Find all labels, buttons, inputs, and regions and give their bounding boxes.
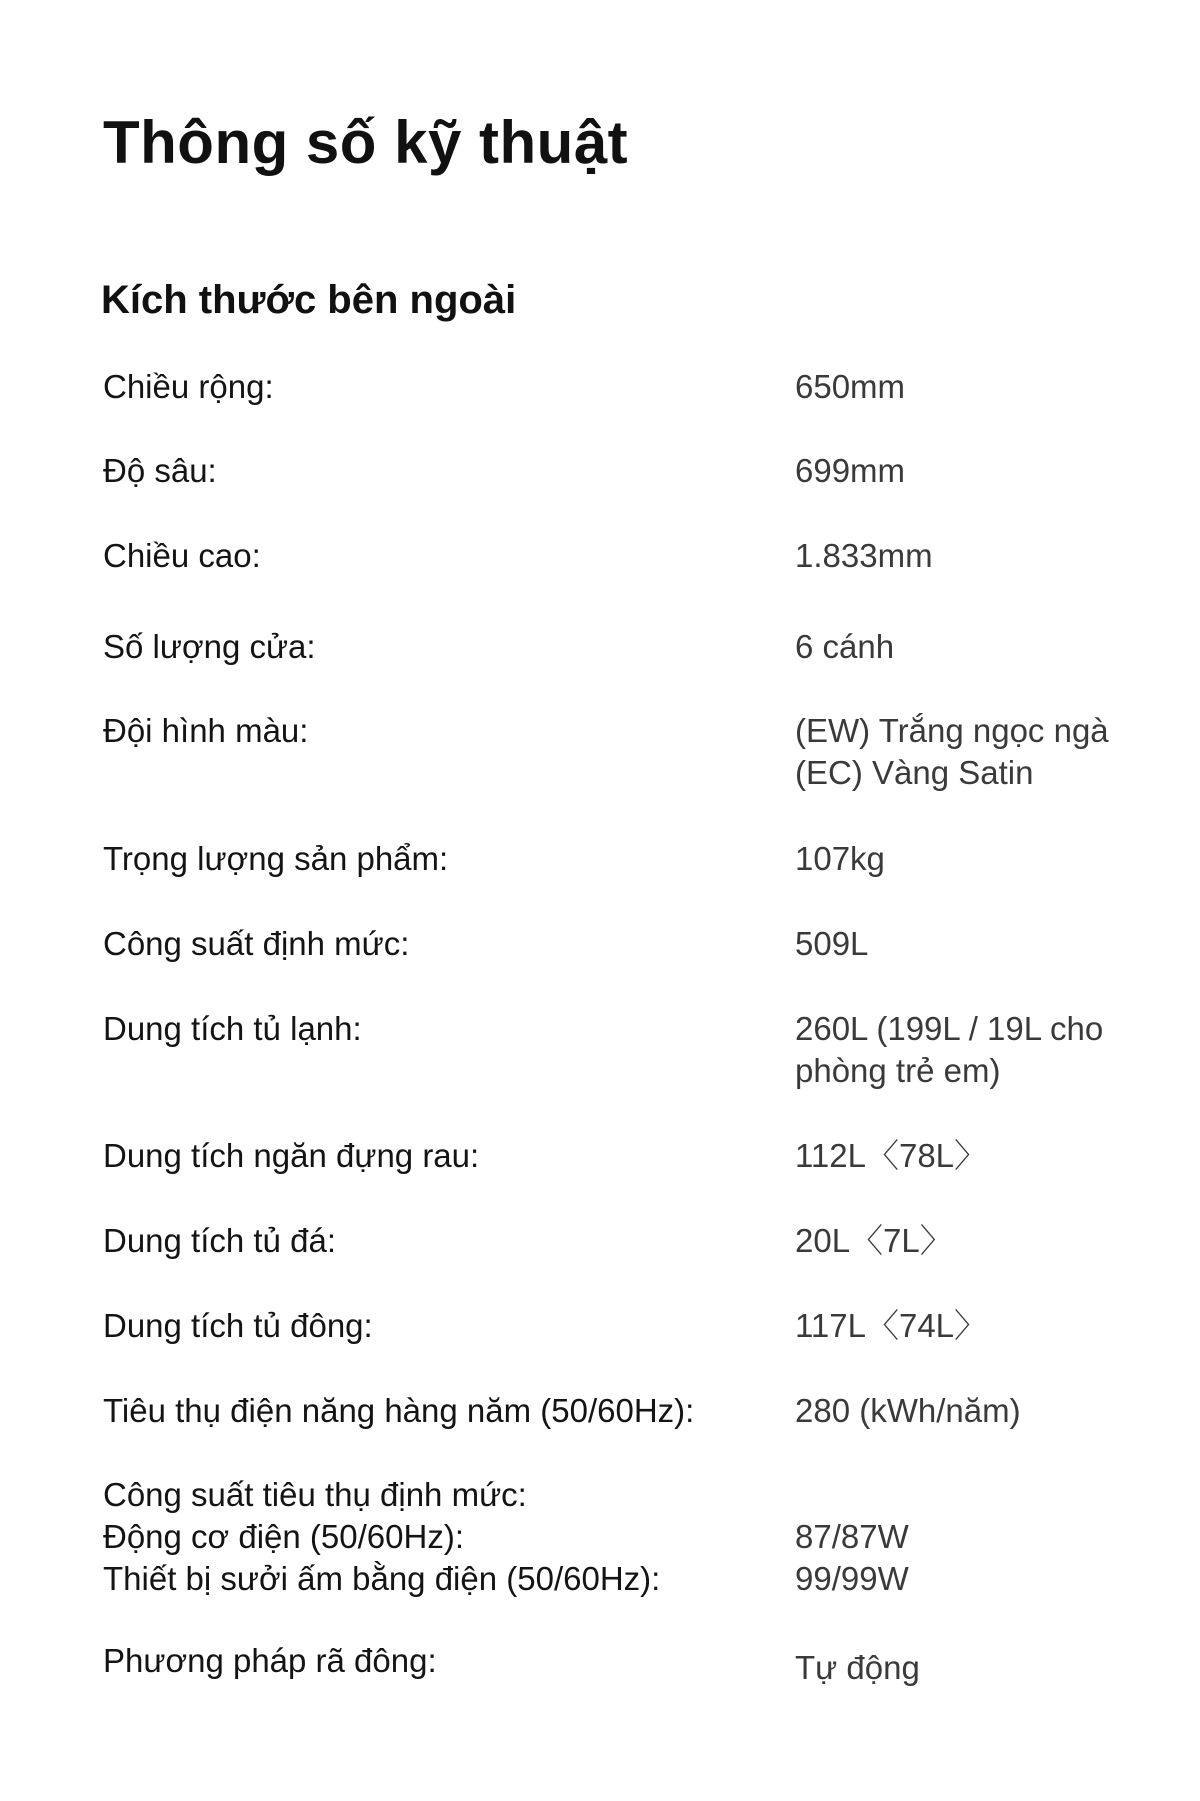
spec-label: Chiều cao: <box>103 537 261 574</box>
spec-label: Chiều rộng: <box>103 368 274 405</box>
heater-power-label: Thiết bị sưởi ấm bằng điện (50/60Hz): <box>103 1560 661 1597</box>
spec-label: Công suất định mức: <box>103 925 410 962</box>
spec-value: 117L〈74L〉 <box>795 1307 988 1344</box>
spec-value: 6 cánh <box>795 628 895 665</box>
spec-label: Đội hình màu: <box>103 712 309 749</box>
spec-value: 107kg <box>795 840 885 877</box>
spec-value: Tự động <box>795 1649 920 1686</box>
color-option-ivory: (EW) Trắng ngọc ngà <box>795 712 1109 749</box>
spec-label: Dung tích ngăn đựng rau: <box>103 1137 480 1174</box>
spec-value-empty <box>795 1474 1165 1516</box>
spec-label: Dung tích tủ đông: <box>103 1307 373 1344</box>
motor-power-label: Động cơ điện (50/60Hz): <box>103 1518 464 1555</box>
heater-power-value: 99/99W <box>795 1560 909 1597</box>
spec-value: 509L <box>795 925 869 962</box>
spec-value: 280 (kWh/năm) <box>795 1392 1021 1429</box>
spec-value-line: phòng trẻ em) <box>795 1052 1001 1089</box>
spec-label: Độ sâu: <box>103 452 217 489</box>
spec-value: 112L〈78L〉 <box>795 1137 988 1174</box>
spec-label: Tiêu thụ điện năng hàng năm (50/60Hz): <box>103 1392 695 1429</box>
spec-value <box>795 710 1165 794</box>
spec-label: Dung tích tủ lạnh: <box>103 1010 362 1047</box>
spec-value: 20L〈7L〉 <box>795 1222 953 1259</box>
spec-label: Dung tích tủ đá: <box>103 1222 336 1259</box>
spec-value: 1.833mm <box>795 537 933 574</box>
spec-value: 650mm <box>795 368 906 405</box>
page-title: Thông số kỹ thuật <box>103 109 629 176</box>
motor-power-value: 87/87W <box>795 1518 909 1555</box>
spec-label: Phương pháp rã đông: <box>103 1642 437 1679</box>
spec-value: 699mm <box>795 452 906 489</box>
section-title: Kích thước bên ngoài <box>101 278 517 322</box>
color-option-satin-gold: (EC) Vàng Satin <box>795 754 1034 791</box>
rated-power-heading: Công suất tiêu thụ định mức: <box>103 1476 527 1513</box>
spec-label: Số lượng cửa: <box>103 628 316 665</box>
spec-value-line: 260L (199L / 19L cho <box>795 1010 1104 1047</box>
spec-label: Trọng lượng sản phẩm: <box>103 840 449 877</box>
spec-label <box>103 1474 793 1600</box>
spec-value <box>795 1474 1165 1600</box>
spec-value <box>795 1008 1165 1092</box>
